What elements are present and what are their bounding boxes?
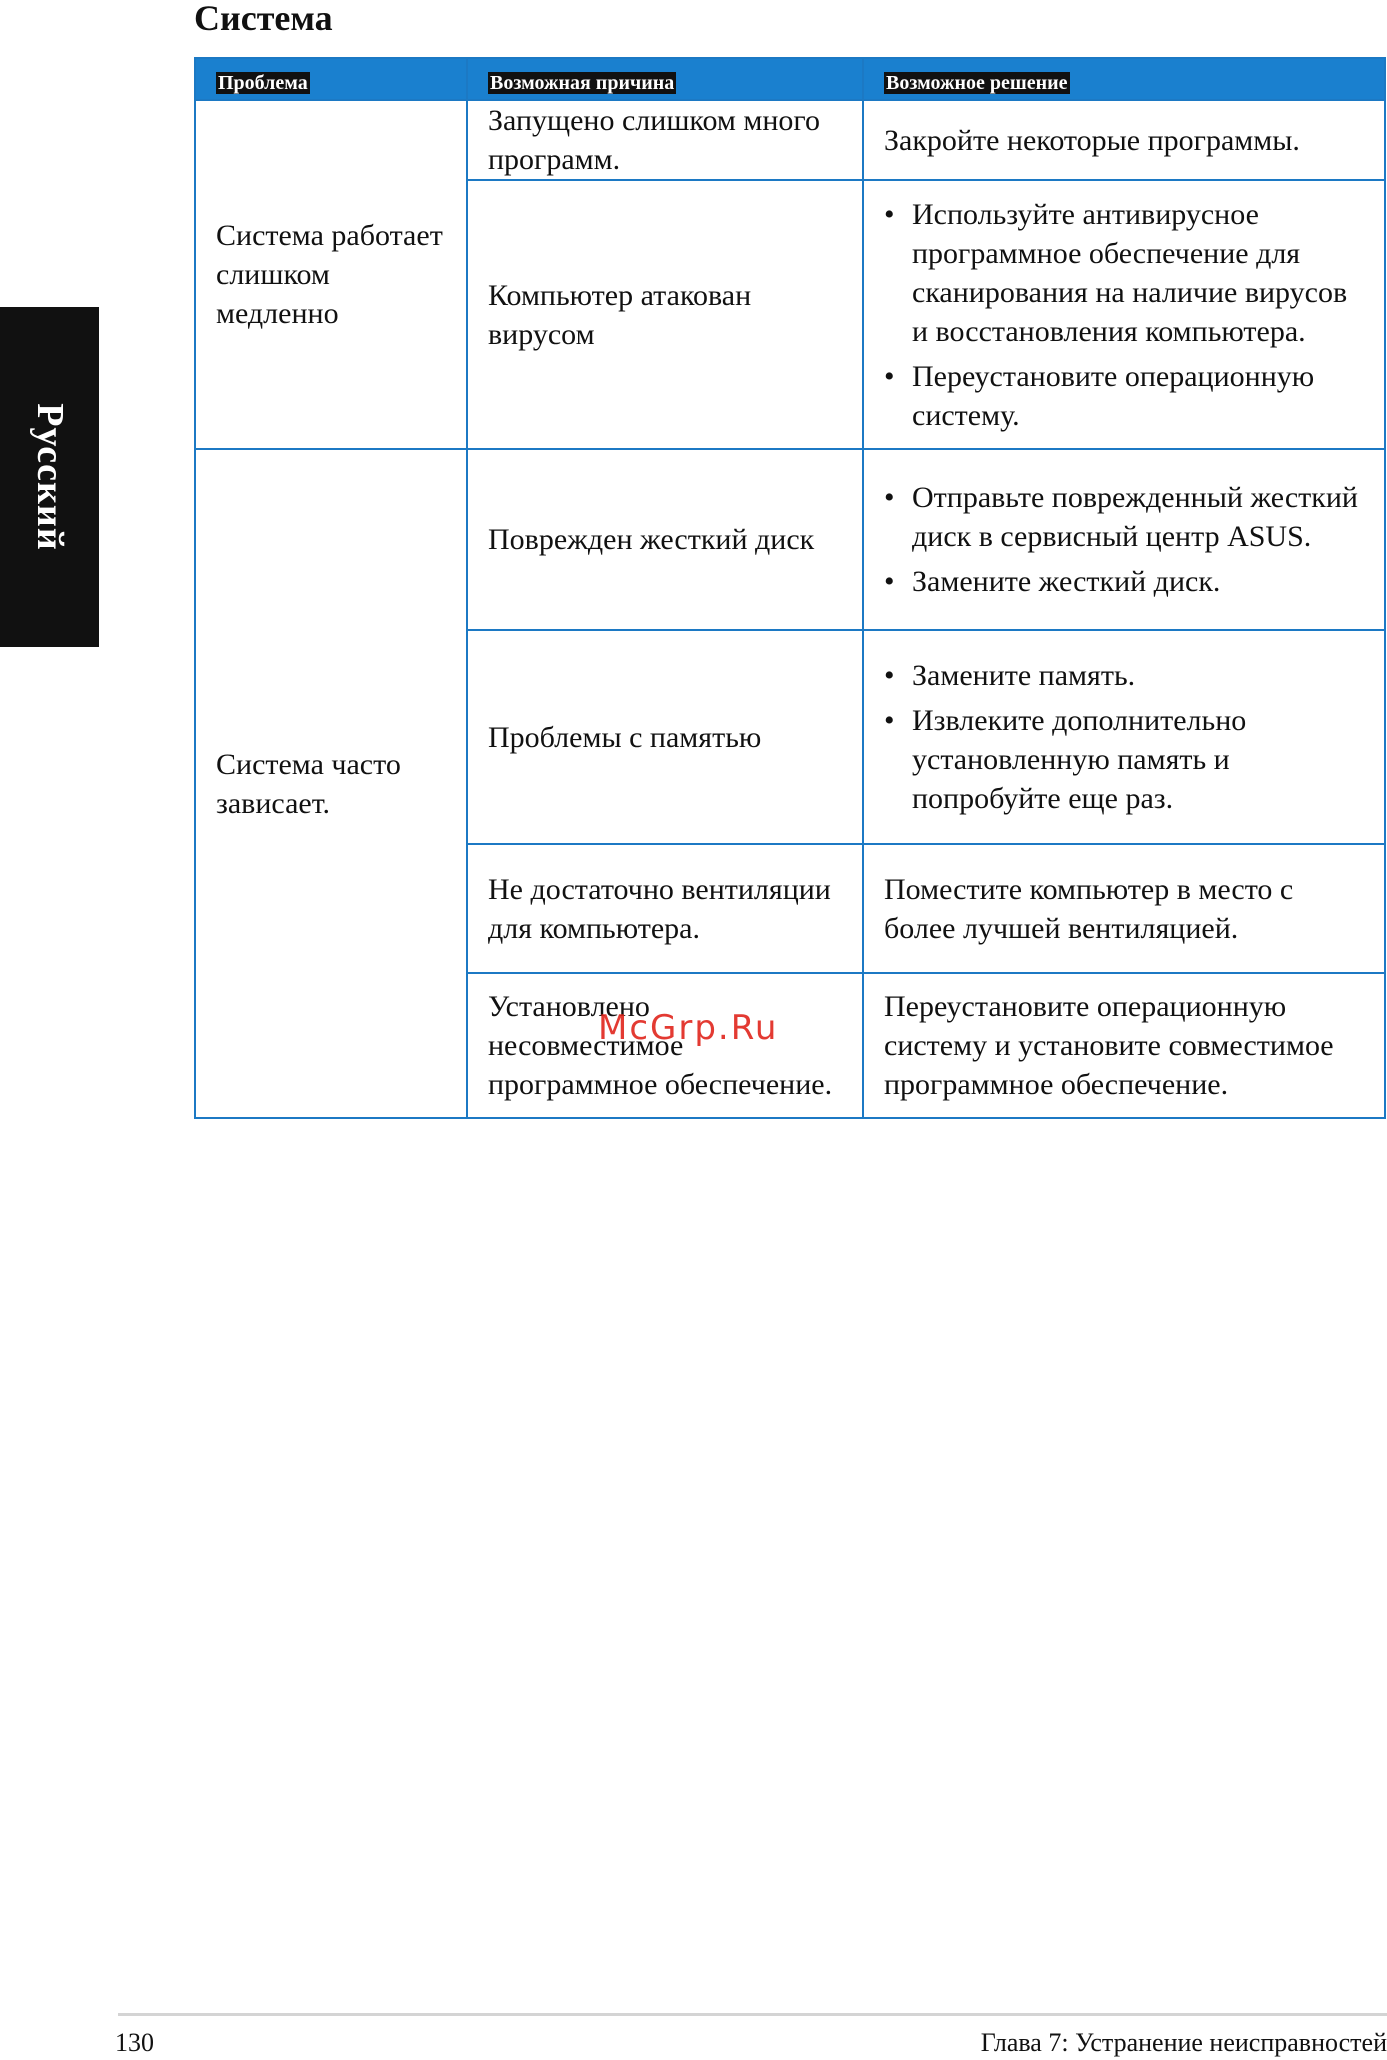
header-cause: Возможная причина [467,58,863,100]
cause-cell: Поврежден жесткий диск [467,449,863,630]
language-tab [0,307,99,647]
solution-cell [863,449,1385,630]
page-number: 130 [115,2028,154,2057]
solution-cell [863,630,1385,844]
solution-cell: Закройте некоторые программы. [863,100,1385,180]
solution-bullet: • Извлеките дополнительно установленную память и попробуйте еще раз. [884,701,1366,818]
solution-bullet: • Замените жесткий диск. [884,562,1366,601]
cause-cell: Установлено несовместимое программное обеспечение. [467,973,863,1118]
table-row [195,449,1385,630]
cause-cell: Проблемы с памятью [467,630,863,844]
cause-cell: Компьютер атакован вирусом [467,180,863,449]
solution-bullet: • Переустановите операционную систему. [884,357,1366,435]
section-title: Система [194,0,333,38]
troubleshooting-table [194,57,1386,1119]
watermark: McGrp.Ru [598,1008,779,1048]
header-problem: Проблема [195,58,467,100]
cause-cell: Запущено слишком много программ. [467,100,863,180]
solution-cell: Поместите компьютер в место с более лучшей вентиляцией. [863,844,1385,973]
cause-cell: Не достаточно вентиляции для компьютера. [467,844,863,973]
solution-bullet: • Используйте антивирусное программное обеспечение для сканирования на наличие вирусов и восстановления компьютера. [884,195,1366,351]
problem-cell: Система часто зависает. [195,449,467,1118]
solution-cell [863,180,1385,449]
table-row [195,100,1385,180]
solution-bullet: • Замените память. [884,656,1366,695]
header-solution: Возможное решение [863,58,1385,100]
language-tab-label: Русский [28,403,71,551]
table-header-row [195,58,1385,100]
footer-divider [118,2013,1387,2016]
solution-bullet: • Отправьте поврежденный жесткий диск в сервисный центр ASUS. [884,478,1366,556]
solution-cell: Переустановите операционную систему и установите совместимое программное обеспечение. [863,973,1385,1118]
problem-cell: Система работает слишком медленно [195,100,467,449]
chapter-title: Глава 7: Устранение неисправностей [980,2028,1387,2057]
